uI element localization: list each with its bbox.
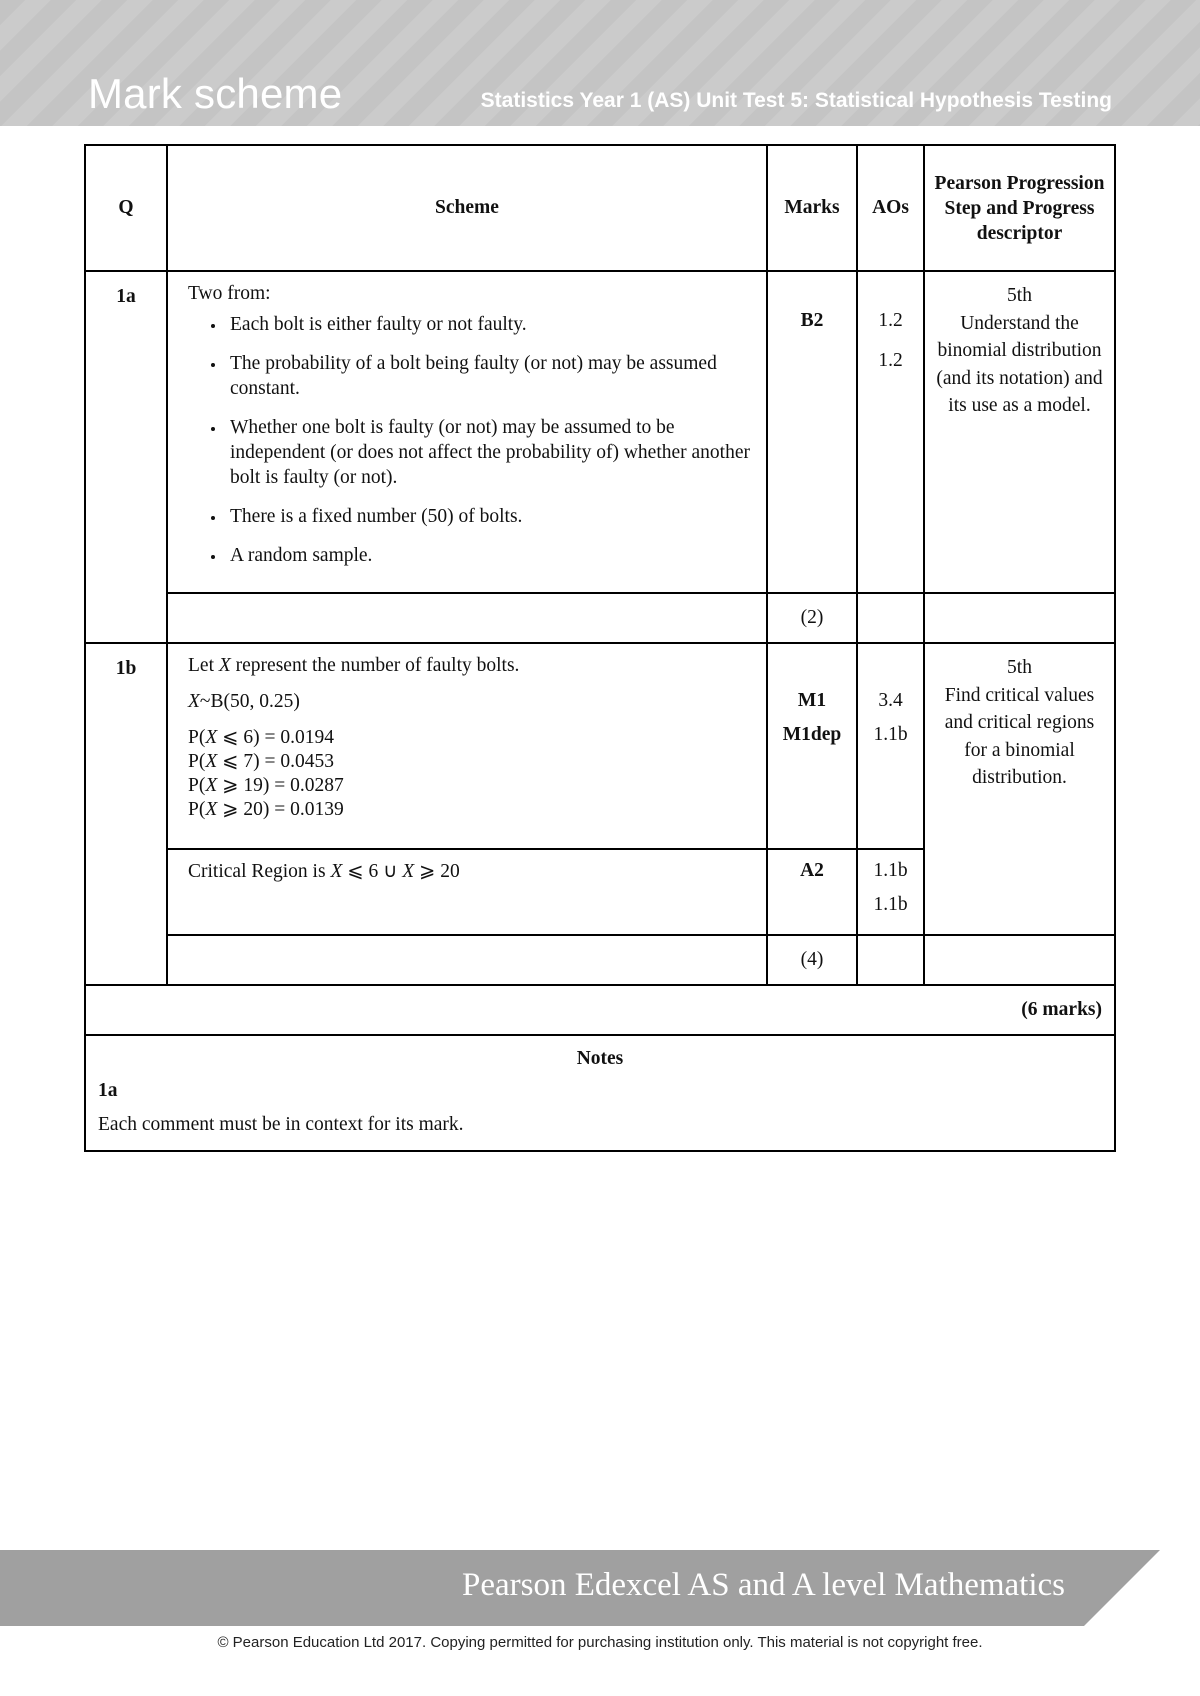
progression-cell-1b xyxy=(924,643,1115,935)
ao-value: 1.1b xyxy=(873,860,908,881)
table-header-row xyxy=(85,145,1115,271)
notes-text: Each comment must be in context for its mark. xyxy=(98,1114,464,1135)
progression-step: 5th xyxy=(1007,285,1032,306)
list-item: • The probability of a bolt being faulty (or not) may be assumed constant. xyxy=(226,351,752,401)
scheme-critical-region: Critical Region is X ⩽ 6 ∪ X ⩾ 20 xyxy=(167,849,767,935)
scheme-cell-1b xyxy=(167,643,767,849)
marks-cell-1b xyxy=(767,643,857,849)
scheme-probabilities xyxy=(188,726,752,822)
notes-row xyxy=(85,1035,1115,1151)
marks-value: M1 xyxy=(797,690,827,711)
probability-line: P(X ⩾ 19) = 0.0287 xyxy=(188,775,344,796)
scheme-let-line: Let X represent the number of faulty bolts. xyxy=(188,655,520,676)
total-row xyxy=(85,985,1115,1035)
column-header-aos: AOs xyxy=(857,145,924,271)
notes-cell xyxy=(85,1035,1115,1151)
marks-cell-1b-cr: A2 xyxy=(767,849,857,935)
marks-value: M1dep xyxy=(782,724,842,745)
progression-cell-1a xyxy=(924,271,1115,593)
subtotal-1b: (4) xyxy=(767,935,857,985)
question-label-1a: 1a xyxy=(85,271,167,643)
subtotal-1a: (2) xyxy=(767,593,857,643)
ao-value: 1.2 xyxy=(878,310,903,331)
probability-line: P(X ⩽ 6) = 0.0194 xyxy=(188,727,334,748)
scheme-intro-1a: Two from: xyxy=(188,283,271,304)
subtotal-row-1a xyxy=(85,593,1115,643)
column-header-q: Q xyxy=(85,145,167,271)
ao-value: 1.2 xyxy=(878,350,903,371)
notes-heading: Notes xyxy=(576,1048,624,1069)
progression-descriptor: Understand the binomial distribution (and its notation) and its use as a model. xyxy=(936,312,1103,416)
column-header-marks: Marks xyxy=(767,145,857,271)
scheme-cell-1a xyxy=(167,271,767,593)
ao-value: 3.4 xyxy=(878,690,903,711)
total-marks: (6 marks) xyxy=(85,985,1115,1035)
mark-scheme-table xyxy=(84,144,1116,1152)
footer-copyright: © Pearson Education Ltd 2017. Copying permitted for purchasing institution only. This material is not copyright free. xyxy=(217,1634,983,1651)
list-item: • A random sample. xyxy=(226,543,752,568)
subtotal-row-1b xyxy=(85,935,1115,985)
scheme-bullet-list-1a xyxy=(188,312,752,568)
column-header-scheme: Scheme xyxy=(167,145,767,271)
footer-brand: Pearson Edexcel AS and A level Mathematics xyxy=(461,1567,1065,1603)
probability-line: P(X ⩾ 20) = 0.0139 xyxy=(188,799,344,820)
column-header-progression: Pearson Progression Step and Progress descriptor xyxy=(924,145,1115,271)
progression-descriptor: Find critical values and critical regions for a binomial distribution. xyxy=(944,684,1095,788)
notes-question-label: 1a xyxy=(98,1080,118,1101)
aos-cell-1a xyxy=(857,271,924,593)
progression-step: 5th xyxy=(1007,657,1032,678)
table-row-1a xyxy=(85,271,1115,593)
header-band xyxy=(0,0,1200,126)
probability-line: P(X ⩽ 7) = 0.0453 xyxy=(188,751,334,772)
page-subtitle: Statistics Year 1 (AS) Unit Test 5: Statistical Hypothesis Testing xyxy=(480,89,1112,112)
list-item: • Each bolt is either faulty or not faulty. xyxy=(226,312,752,337)
scheme-distribution-line: X~B(50, 0.25) xyxy=(188,691,300,712)
page-title: Mark scheme xyxy=(88,70,343,117)
marks-cell-1a xyxy=(767,271,857,593)
ao-value: 1.1b xyxy=(873,894,908,915)
list-item: • Whether one bolt is faulty (or not) may be assumed to be independent (or does not affect the probability of) whether another bolt is faulty (or not). xyxy=(226,415,752,490)
aos-cell-1b-cr xyxy=(857,849,924,935)
list-item: • There is a fixed number (50) of bolts. xyxy=(226,504,752,529)
table-row-1b xyxy=(85,643,1115,849)
marks-value: B2 xyxy=(800,310,824,331)
question-label-1b: 1b xyxy=(85,643,167,985)
ao-value: 1.1b xyxy=(873,724,908,745)
aos-cell-1b xyxy=(857,643,924,849)
